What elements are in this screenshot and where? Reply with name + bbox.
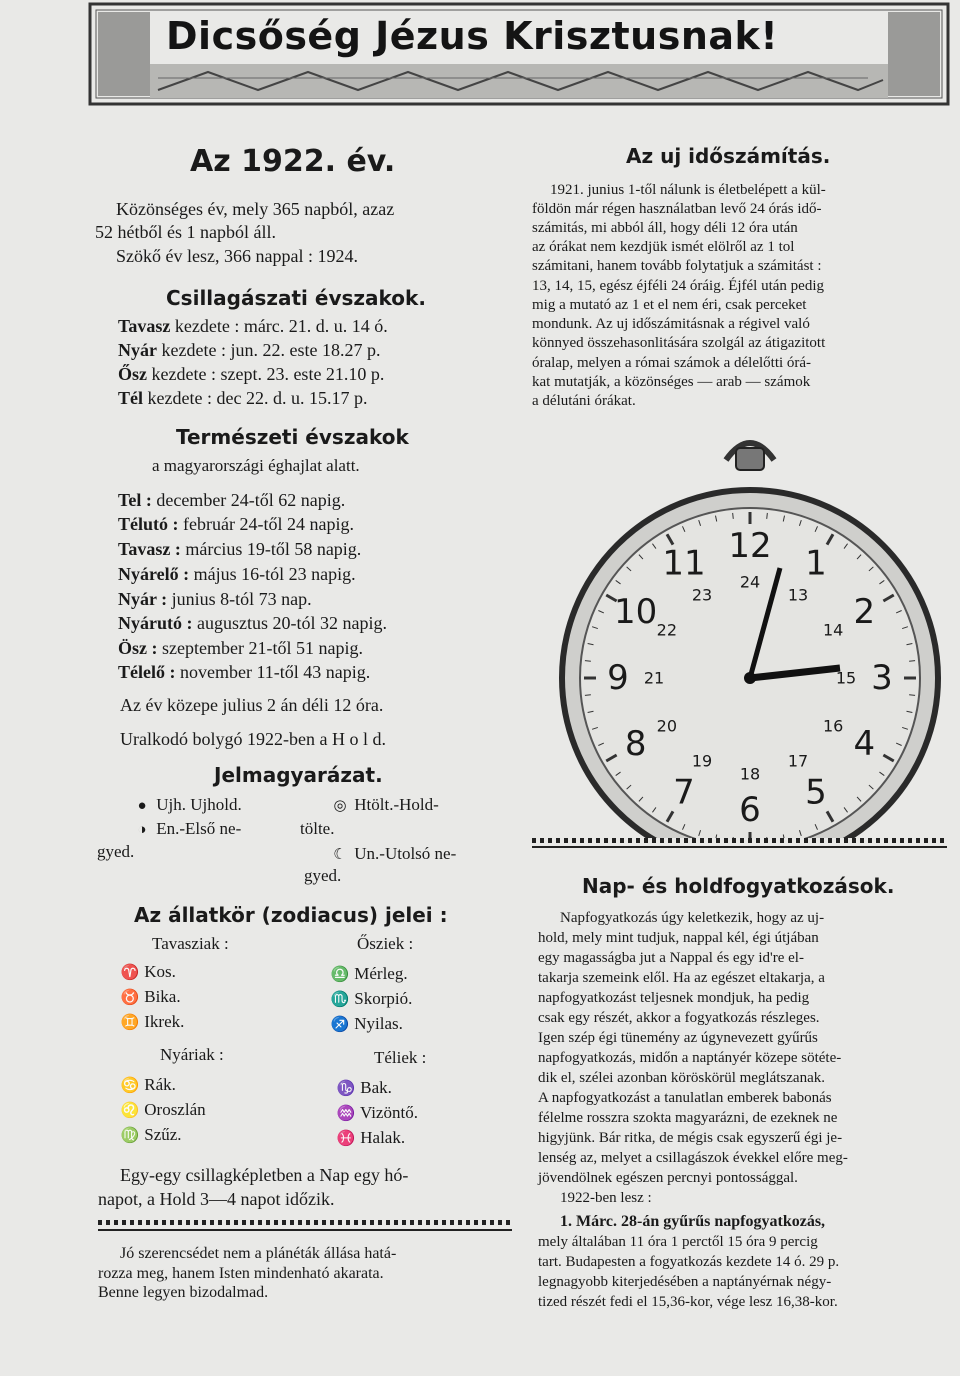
autumn-label: Ősziek :	[357, 934, 414, 953]
time-line: számitani, hanem tovább folytatjuk a számitást :	[532, 258, 822, 274]
zodiac-aries: ♈ Kos.	[120, 962, 176, 981]
zodiac-aquarius: ♒ Vizöntő.	[336, 1103, 418, 1122]
hand-pivot	[744, 672, 756, 684]
legend-full-moon-cont: tölte.	[300, 819, 335, 838]
full-moon-icon: ◎	[333, 798, 347, 814]
zodiac-capricorn: ♑ Bak.	[336, 1078, 392, 1097]
inner-hour-numeral: 19	[691, 751, 713, 771]
outer-hour-numeral: 6	[739, 790, 761, 830]
time-line: számitás, mi abból áll, hogy déli 12 óra után	[532, 220, 798, 236]
first-quarter-icon: ◑	[137, 822, 147, 838]
taurus-icon: ♉	[120, 990, 140, 1006]
last-quarter-icon: ☾	[333, 847, 347, 863]
outer-hour-numeral: 7	[673, 772, 695, 813]
outer-hour-numeral: 9	[607, 658, 629, 698]
natural-row: Nyárutó : augusztus 20-tól 32 napig.	[118, 613, 387, 633]
inner-hour-numeral: 18	[739, 764, 761, 784]
luck-line-3: Benne legyen bizodalmad.	[98, 1284, 269, 1301]
legend-first-quarter-cont: gyed.	[97, 842, 135, 861]
eclipse-line: legnagyobb kiterjedésében a naptányérnak négy-	[538, 1274, 832, 1290]
legend-last-quarter: ☾ Un.-Utolsó ne-	[330, 844, 456, 864]
time-heading: Az uj időszámítás.	[626, 144, 831, 168]
time-line: a délutáni órákat.	[532, 393, 636, 409]
leap-year: Szökő év lesz, 366 nappal : 1924.	[116, 246, 358, 266]
inner-hour-numeral: 14	[822, 620, 844, 640]
gemini-icon: ♊	[120, 1015, 140, 1031]
astro-row: Nyár kezdete : jun. 22. este 18.27 p.	[118, 340, 381, 360]
inner-hour-numeral: 21	[643, 668, 665, 688]
natural-row: Nyár : junius 8-tól 73 nap.	[118, 589, 312, 609]
outer-hour-numeral: 4	[853, 724, 876, 764]
natural-row: Tel : december 24-től 62 napig.	[118, 490, 346, 510]
minute-tick	[767, 513, 768, 519]
eclipse-line: jövendölnek egészen percnyi pontossággal.	[538, 1170, 798, 1186]
eclipse-line: 1. Márc. 28-án gyűrűs napfogyatkozás,	[560, 1213, 826, 1230]
eclipse-heading: Nap- és holdfogyatkozások.	[582, 874, 895, 898]
eclipse-line: napfogyatkozás, midőn a naptányér közepe sötéte-	[538, 1050, 842, 1066]
divider-rule	[98, 1229, 512, 1231]
constellation-line-1: Egy-egy csillagképletben a Nap egy hó-	[120, 1165, 409, 1185]
legend-new-moon: ● Ujh. Ujhold.	[132, 795, 242, 815]
inner-hour-numeral: 16	[822, 716, 844, 736]
eclipse-line: tart. Budapesten a fogyatkozás kezdete 14 ó. 29 p.	[538, 1254, 840, 1270]
zodiac-virgo: ♍ Szűz.	[120, 1125, 182, 1144]
inner-hour-numeral: 22	[656, 620, 678, 640]
zodiac-gemini: ♊ Ikrek.	[120, 1012, 185, 1031]
eclipse-line: 1922-ben lesz :	[560, 1190, 652, 1206]
zodiac-leo: ♌ Oroszlán	[120, 1100, 206, 1119]
eclipse-line: tized részét fedi el 15,36-kor, vége lesz 16,38-kor.	[538, 1294, 838, 1310]
time-line: óralap, melyen a római számok a délelőtti órá-	[532, 355, 812, 371]
summer-label: Nyáriak :	[160, 1045, 224, 1064]
dotted-divider	[98, 1220, 512, 1225]
eclipse-line: mely általában 11 óra 1 perctől 15 óra 9 percig	[538, 1234, 818, 1250]
natural-heading: Természeti évszakok	[176, 425, 409, 449]
leo-icon: ♌	[120, 1103, 140, 1119]
year-title: Az 1922. év.	[190, 144, 396, 179]
natural-subheading: a magyarországi éghajlat alatt.	[152, 456, 360, 475]
zodiac-cancer: ♋ Rák.	[120, 1075, 176, 1094]
outer-hour-numeral: 1	[805, 543, 827, 584]
eclipse-line: A napfogyatkozást a tanulatlan emberek babonás	[538, 1090, 832, 1106]
eclipse-line: csak egy részét, akkor a fogyatkozás részleges.	[538, 1010, 820, 1026]
libra-icon: ♎	[330, 967, 350, 983]
watch-crown	[726, 443, 774, 470]
astro-row: Ősz kezdete : szept. 23. este 21.10 p.	[118, 364, 385, 384]
pisces-icon: ♓	[336, 1131, 356, 1147]
astro-row: Tavasz kezdete : márc. 21. d. u. 14 ó.	[118, 316, 388, 336]
inner-hour-numeral: 15	[835, 668, 857, 688]
eclipse-line: Napfogyatkozás úgy keletkezik, hogy az uj-	[560, 910, 825, 926]
page-title: Dicsőség Jézus Krisztusnak!	[166, 14, 779, 58]
winter-label: Téliek :	[374, 1048, 427, 1067]
common-year-line-1: Közönséges év, mely 365 napból, azaz	[116, 199, 395, 219]
divider-rule	[532, 846, 947, 848]
zodiac-taurus: ♉ Bika.	[120, 987, 181, 1006]
time-line: könnyed összehasonlitására szolgál az átigazitott	[532, 335, 826, 351]
eclipse-line: lenség az, melyet a csillagászok évekkel előre meg-	[538, 1150, 848, 1166]
eclipse-line: hold, mely mint tudjuk, nappal kél, égi útjában	[538, 930, 819, 946]
luck-line-2: rozza meg, hanem Isten mindenható akarata.	[98, 1265, 384, 1282]
eclipse-line: takarja szemeink elől. Ha az egészet eltakarja, a	[538, 970, 825, 986]
new-moon-icon: ●	[137, 798, 147, 814]
natural-row: Télelő : november 11-től 43 napig.	[118, 662, 371, 682]
time-line: földön már régen használatban levő 24 órás idő-	[532, 201, 822, 217]
capricorn-icon: ♑	[336, 1081, 356, 1097]
eclipse-line: félelme rosszra szokta magyarázni, de ezeknek ne	[538, 1110, 838, 1126]
inner-hour-numeral: 13	[787, 585, 809, 605]
zodiac-libra: ♎ Mérleg.	[330, 964, 408, 983]
zodiac-scorpio: ♏ Skorpió.	[330, 989, 413, 1008]
legend-first-quarter: ◑ En.-Első ne-	[132, 819, 241, 839]
inner-hour-numeral: 17	[787, 751, 809, 771]
zodiac-heading: Az állatkör (zodiacus) jelei :	[134, 903, 448, 927]
legend-full-moon: ◎ Htölt.-Hold-	[330, 795, 439, 815]
midyear-note: Az év közepe julius 2 án déli 12 óra.	[120, 695, 384, 715]
eclipse-line: egy magasságba jut a Nappal és egy id're el-	[538, 950, 804, 966]
time-line: mondunk. Az uj időszámitásnak a régivel való	[532, 316, 810, 332]
header-banner	[88, 0, 950, 110]
outer-hour-numeral: 11	[662, 543, 706, 584]
time-line: kat mutatják, a közönséges — arab — számok	[532, 374, 811, 390]
eclipse-line: dik el, szélei azonban köröskörül meglátszanak.	[538, 1070, 825, 1086]
outer-hour-numeral: 5	[805, 772, 827, 813]
minute-tick	[909, 695, 915, 696]
outer-hour-numeral: 3	[871, 658, 893, 698]
ruling-planet: Uralkodó bolygó 1922-ben a H o l d.	[120, 729, 386, 749]
natural-row: Ösz : szeptember 21-től 51 napig.	[118, 638, 363, 658]
minute-tick	[585, 695, 591, 696]
astro-heading: Csillagászati évszakok.	[166, 286, 426, 310]
luck-line-1: Jó szerencsédet nem a plánéták állása hatá-	[120, 1245, 397, 1262]
aries-icon: ♈	[120, 965, 140, 981]
spring-label: Tavasziak :	[152, 934, 229, 953]
inner-hour-numeral: 23	[691, 585, 713, 605]
natural-row: Tavasz : március 19-től 58 napig.	[118, 539, 362, 559]
zodiac-pisces: ♓ Halak.	[336, 1128, 406, 1147]
outer-hour-numeral: 10	[614, 592, 658, 632]
astro-row: Tél kezdete : dec 22. d. u. 15.17 p.	[118, 388, 368, 408]
virgo-icon: ♍	[120, 1128, 140, 1144]
time-line: 13, 14, 15, egész éjféli 24 óráig. Éjfél után pedig	[532, 278, 824, 294]
time-line: 1921. junius 1-től nálunk is életbelépett a kül-	[550, 182, 826, 198]
inner-hour-numeral: 20	[656, 716, 678, 736]
cancer-icon: ♋	[120, 1078, 140, 1094]
aquarius-icon: ♒	[336, 1106, 356, 1122]
pocket-watch-illustration	[540, 418, 960, 838]
natural-row: Nyárelő : május 16-tól 23 napig.	[118, 564, 356, 584]
eclipse-line: napfogyatkozást teljesnek mondjuk, ha pedig	[538, 990, 810, 1006]
outer-hour-numeral: 12	[728, 526, 772, 566]
legend-heading: Jelmagyarázat.	[214, 763, 383, 787]
minute-tick	[733, 513, 734, 519]
dotted-divider	[532, 838, 947, 843]
eclipse-line: higyjünk. Bár ritka, de mégis csak egyszerű égi je-	[538, 1130, 843, 1146]
constellation-line-2: napot, a Hold 3—4 napot időzik.	[98, 1189, 335, 1209]
zodiac-sagittarius: ♐ Nyilas.	[330, 1014, 403, 1033]
natural-row: Télutó : február 24-től 24 napig.	[118, 514, 354, 534]
sagittarius-icon: ♐	[330, 1017, 350, 1033]
time-line: az órákat nem kezdjük ismét elölről az 1 tol	[532, 239, 795, 255]
minute-tick	[585, 661, 591, 662]
time-line: mig a mutató az 1 et el nem éri, csak perceket	[532, 297, 807, 313]
outer-hour-numeral: 2	[853, 592, 876, 632]
outer-hour-numeral: 8	[624, 724, 647, 764]
eclipse-line: Igen szép égi tünemény az úgynevezett gyűrűs	[538, 1030, 818, 1046]
scorpio-icon: ♏	[330, 992, 350, 1008]
minute-tick	[909, 661, 915, 662]
common-year-line-2: 52 hétből és 1 napból áll.	[95, 222, 276, 242]
inner-hour-numeral: 24	[739, 572, 761, 592]
legend-last-quarter-cont: gyed.	[304, 866, 342, 885]
